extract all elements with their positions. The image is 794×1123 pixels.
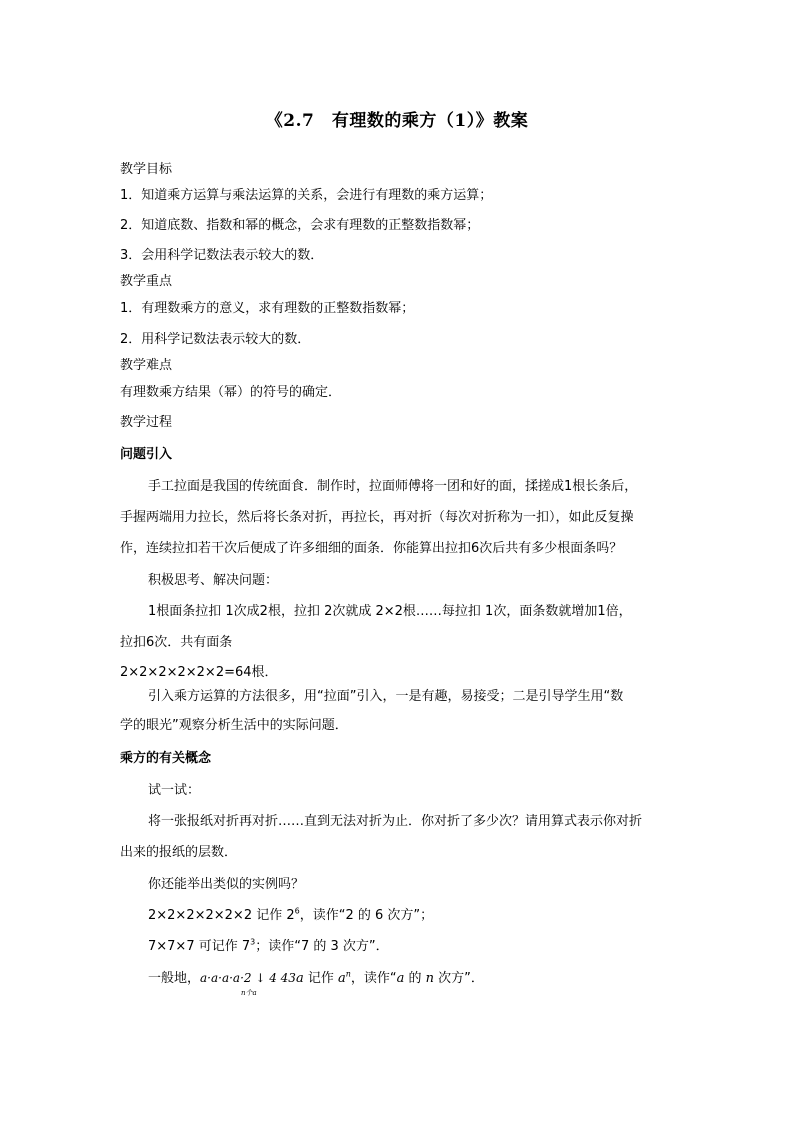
- reading-exponent: n: [425, 971, 435, 986]
- objective-1: 1．知道乘方运算与乘法运算的关系，会进行有理数的乘方运算；: [120, 188, 493, 203]
- example-2-base: 7×7×7 可记作 7: [148, 939, 251, 954]
- general-definition: [148, 969, 484, 988]
- paragraph-line: 将一张报纸对折再对折……直到无法对折为止．你对折了多少次？请用算式表示你对折: [148, 814, 643, 829]
- objective-2: 2．知道底数、指数和幂的概念，会求有理数的正整数指数幂；: [120, 218, 480, 233]
- example-power-7: [148, 938, 389, 956]
- power-base: a: [337, 971, 346, 986]
- example-power-2: [148, 907, 433, 925]
- brace-label: n个a: [241, 989, 257, 997]
- example-1-base: 2×2×2×2×2×2 记作 2: [148, 908, 295, 923]
- paragraph-line: 手握两端用力拉长，然后将长条对折，再拉长，再对折（每次对折称为一扣），如此反复操: [120, 510, 634, 525]
- paragraph-line: 作，连续拉扣若干次后便成了许多细细的面条．你能算出拉扣6次后共有多少根面条吗？: [120, 541, 623, 556]
- paragraph-line: 你还能举出类似的实例吗？: [148, 877, 305, 892]
- example-1-reading: ，读作“2 的 6 次方”；: [299, 908, 434, 923]
- key-points-heading: 教学重点: [120, 274, 173, 289]
- product-variable: a: [295, 971, 304, 986]
- example-2-reading: ；读作“7 的 3 次方”．: [255, 939, 389, 954]
- key-point-2: 2．用科学记数法表示较大的数．: [120, 332, 311, 347]
- reading-prefix: ，读作“: [350, 971, 397, 986]
- objectives-heading: 教学目标: [120, 162, 173, 177]
- general-mid: 记作: [303, 971, 338, 986]
- example-1-exponent: 6: [294, 906, 300, 916]
- document-title: 《2.7 有理数的乘方（1）》教案: [265, 111, 529, 131]
- reading-base: a: [396, 971, 405, 986]
- section-heading-intro: 问题引入: [120, 447, 173, 462]
- difficulties-text: 有理数乘方结果（幂）的符号的确定．: [120, 385, 342, 400]
- process-heading: 教学过程: [120, 415, 173, 430]
- paragraph-line: 积极思考、解决问题：: [148, 573, 279, 588]
- general-prefix: 一般地，: [148, 971, 201, 986]
- objective-3: 3．会用科学记数法表示较大的数．: [120, 248, 324, 263]
- paragraph-line: 拉扣6次．共有面条: [120, 635, 233, 650]
- paragraph-line: 1根面条拉扣 1次成2根，拉扣 2次就成 2×2根……每拉扣 1次，面条数就增加1倍，: [148, 604, 632, 619]
- paragraph-line: 试一试：: [148, 783, 201, 798]
- power-exponent: n: [345, 969, 351, 979]
- reading-mid: 的: [404, 971, 426, 986]
- difficulties-heading: 教学难点: [120, 358, 173, 373]
- paragraph-line: 手工拉面是我国的传统面食．制作时，拉面师傅将一团和好的面，揉搓成1根长条后，: [148, 479, 638, 494]
- reading-suffix: 次方”．: [434, 971, 484, 986]
- example-2-exponent: 3: [250, 937, 256, 947]
- equation-line: 2×2×2×2×2×2=64根．: [120, 665, 278, 680]
- paragraph-line: 出来的报纸的层数．: [120, 845, 238, 860]
- paragraph-line: 学的眼光”观察分析生活中的实际问题．: [120, 718, 348, 733]
- key-point-1: 1．有理数乘方的意义，求有理数的正整数指数幂；: [120, 301, 415, 316]
- section-heading-concepts: 乘方的有关概念: [120, 751, 212, 766]
- product-expression: a·a·a·a·2 ↓ 4 43: [200, 971, 296, 985]
- paragraph-line: 引入乘方运算的方法很多，用“拉面”引入，一是有趣，易接受；二是引导学生用“数: [148, 689, 624, 704]
